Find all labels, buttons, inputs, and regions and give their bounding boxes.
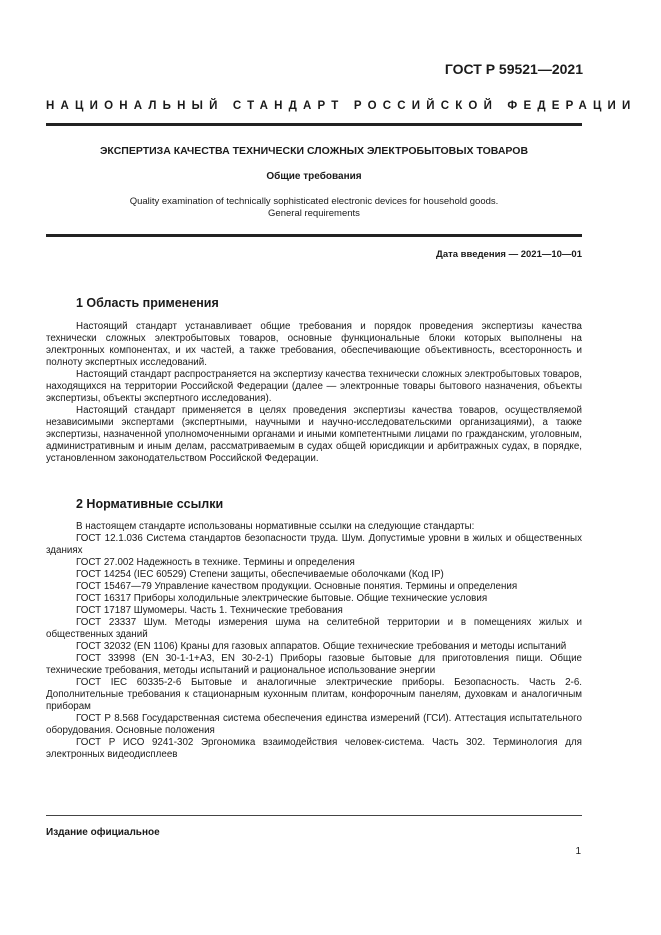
- english-title-line-2: General requirements: [268, 208, 360, 219]
- reference-item: ГОСТ 16317 Приборы холодильные электрические бытовые. Общие технические условия: [76, 593, 488, 604]
- section-1-body: [46, 321, 582, 465]
- section-1-paragraph: Настоящий стандарт распространяется на экспертизу качества технически сложных электробытовых товаров, находящихся на территории Российской Федерации (далее — электронные товары бытового назначения, объекты экспертизы, объекты экспертного исследования).: [46, 369, 582, 404]
- reference-item: ГОСТ 14254 (IEC 60529) Степени защиты, обеспечиваемые оболочками (Код IP): [76, 569, 444, 580]
- reference-item: ГОСТ Р 8.568 Государственная система обеспечения единства измерений (ГСИ). Аттестация испытательного оборудования. Основные положения: [46, 713, 582, 736]
- english-title-line-1: Quality examination of technically sophisticated electronic devices for household goods.: [129, 196, 499, 207]
- section-1-paragraph: Настоящий стандарт применяется в целях проведения экспертизы качества товаров, осуществляемой независимыми экспертами (экспертными, научными и научно-исследовательскими организациями), а также экспертизы, назначенной уполномоченными органами и иными компетентными лицами по гражданским, уголовным, административным и иным делам, рассматриваемым в судах общей юрисдикции и арбитражных судах, в порядке, установленном законодательством Российской Федерации.: [46, 405, 582, 464]
- title-rule: [46, 234, 582, 237]
- section-2-heading: 2 Нормативные ссылки: [76, 497, 224, 511]
- section-1-paragraph: Настоящий стандарт устанавливает общие требования и порядок проведения экспертизы качества технически сложных электробытовых товаров, основные функциональные блоки которых выполнены на электронных компонентах, и их частей, а также требования, обеспечивающие объективность, всесторонность и полноту экспертных исследований.: [46, 321, 582, 368]
- section-1-heading: 1 Область применения: [76, 296, 219, 310]
- introduction-date: Дата введения — 2021—10—01: [436, 249, 582, 260]
- reference-item: ГОСТ 17187 Шумомеры. Часть 1. Технические требования: [76, 605, 343, 616]
- reference-item: ГОСТ 12.1.036 Система стандартов безопасности труда. Шум. Допустимые уровни в жилых и общественных зданиях: [46, 533, 582, 556]
- reference-item: ГОСТ 27.002 Надежность в технике. Термины и определения: [76, 557, 355, 568]
- page-number: 1: [575, 846, 581, 857]
- reference-item: В настоящем стандарте использованы нормативные ссылки на следующие стандарты:: [76, 521, 475, 532]
- english-title: [46, 196, 582, 220]
- document-subtitle: Общие требования: [266, 171, 362, 182]
- header-rule: [46, 123, 582, 126]
- standard-code: ГОСТ Р 59521—2021: [444, 61, 583, 77]
- reference-item: ГОСТ 32032 (EN 1106) Краны для газовых аппаратов. Общие технические требования и методы испытаний: [76, 641, 567, 652]
- reference-item: ГОСТ 23337 Шум. Методы измерения шума на селитебной территории и в помещениях жилых и общественных зданий: [46, 617, 582, 640]
- official-edition-label: Издание официальное: [46, 827, 160, 838]
- reference-item: ГОСТ Р ИСО 9241-302 Эргономика взаимодействия человек-система. Часть 302. Терминология для электронных видеодисплеев: [46, 737, 582, 760]
- footer-rule: [46, 815, 582, 816]
- reference-item: ГОСТ 15467—79 Управление качеством продукции. Основные понятия. Термины и определения: [76, 581, 518, 592]
- normative-references: [46, 521, 582, 761]
- reference-item: ГОСТ 33998 (EN 30-1-1+A3, EN 30-2-1) Приборы газовые бытовые для приготовления пищи. Общие технические требования, методы испытаний и рациональное использование энергии: [46, 653, 582, 676]
- document-title: ЭКСПЕРТИЗА КАЧЕСТВА ТЕХНИЧЕСКИ СЛОЖНЫХ ЭЛЕКТРОБЫТОВЫХ ТОВАРОВ: [99, 145, 529, 157]
- reference-item: ГОСТ IEC 60335-2-6 Бытовые и аналогичные электрические приборы. Безопасность. Часть 2-6. Дополнительные требования к стационарным кухонным плитам, конфорочным панелям, духовкам и аналогичным приборам: [46, 677, 582, 712]
- national-standard-banner: НАЦИОНАЛЬНЫЙ СТАНДАРТ РОССИЙСКОЙ ФЕДЕРАЦИИ: [46, 100, 637, 112]
